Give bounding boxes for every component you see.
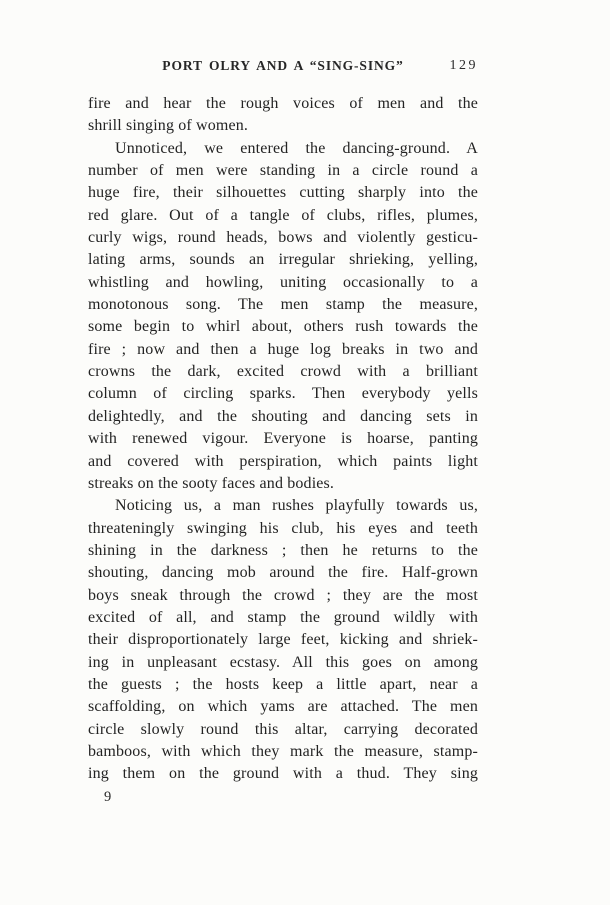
text-line: excited of all, and stamp the ground wildly with <box>88 608 478 626</box>
text-line: fire and hear the rough voices of men and the <box>88 95 478 112</box>
text-line: ing in unpleasant ecstasy. All this goes on among <box>88 653 478 671</box>
text-line: delightedly, and the shouting and dancing sets in <box>88 407 478 425</box>
text-line: Noticing us, a man rushes playfully towards us, <box>115 497 478 515</box>
text-line: fire ; now and then a huge log breaks in two and <box>88 340 478 358</box>
text-line: streaks on the sooty faces and bodies. <box>88 474 335 492</box>
page-number: 129 <box>449 58 478 73</box>
text-line: scaffolding, on which yams are attached. The men <box>88 698 478 716</box>
signature-mark: 9 <box>104 789 112 805</box>
text-line: shouting, dancing mob around the fire. Half-grown <box>88 564 478 582</box>
text-line: Unnoticed, we entered the dancing-ground. A <box>115 139 478 157</box>
text-line: circle slowly round this altar, carrying decorated <box>88 720 478 738</box>
text-line: red glare. Out of a tangle of clubs, rifles, plumes, <box>88 206 478 224</box>
text-line: and covered with perspiration, which paints light <box>88 452 478 470</box>
text-line: column of circling sparks. Then everybody yells <box>88 385 478 403</box>
page-header <box>88 58 478 78</box>
text-line: curly wigs, round heads, bows and violently gesticu- <box>88 229 478 247</box>
text-line: some begin to whirl about, others rush towards the <box>88 318 478 336</box>
text-line: their disproportionately large feet, kicking and shriek- <box>88 631 478 649</box>
running-head-title: PORT OLRY AND A “SING-SING” <box>162 58 404 73</box>
text-line: monotonous song. The men stamp the measure, <box>88 296 478 314</box>
text-line: boys sneak through the crowd ; they are the most <box>88 586 478 604</box>
text-line: whistling and howling, uniting occasionally to a <box>88 273 478 291</box>
text-line: ing them on the ground with a thud. They sing <box>88 765 478 783</box>
text-line: huge fire, their silhouettes cutting sharply into the <box>88 184 478 202</box>
text-line: shining in the darkness ; then he returns to the <box>88 541 478 559</box>
text-line: with renewed vigour. Everyone is hoarse, panting <box>88 430 478 448</box>
text-line: crowns the dark, excited crowd with a brilliant <box>88 363 478 381</box>
text-line: shrill singing of women. <box>88 117 249 135</box>
body-text <box>88 93 478 786</box>
text-line: bamboos, with which they mark the measure, stamp- <box>88 742 478 760</box>
text-line: number of men were standing in a circle round a <box>88 162 478 180</box>
text-line: lating arms, sounds an irregular shrieking, yelling, <box>88 251 478 269</box>
text-line: threateningly swinging his club, his eyes and teeth <box>88 519 478 537</box>
text-line: the guests ; the hosts keep a little apart, near a <box>88 675 478 693</box>
